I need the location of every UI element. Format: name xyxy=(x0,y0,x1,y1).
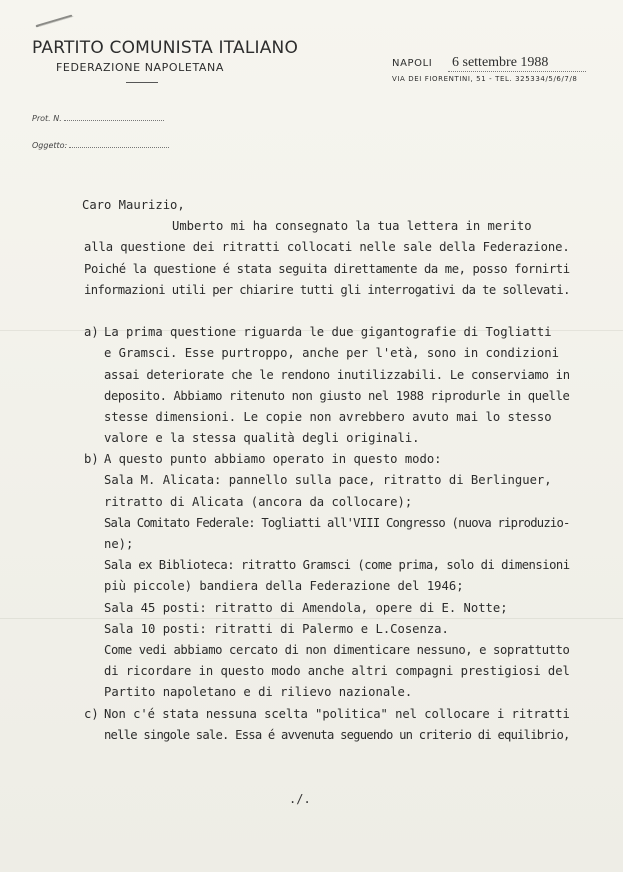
letterhead xyxy=(32,38,298,83)
item-line: Non c'é stata nessuna scelta "politica" nel collocare i ritratti xyxy=(104,706,570,721)
address-line: VIA DEI FIORENTINI, 51 - TEL. 325334/5/6/7/8 xyxy=(392,75,578,83)
item-line: Sala 10 posti: ritratti di Palermo e L.Cosenza. xyxy=(104,621,449,636)
body-line: alla questione dei ritratti collocati nelle sale della Federazione. xyxy=(84,240,570,255)
subject-field xyxy=(32,139,169,150)
letterhead-rule xyxy=(126,82,158,83)
body-line: Umberto mi ha consegnato la tua lettera in merito xyxy=(172,219,532,234)
party-name: PARTITO COMUNISTA ITALIANO xyxy=(32,38,299,58)
item-line: Sala M. Alicata: pannello sulla pace, ritratto di Berlinguer, xyxy=(104,473,552,488)
letter-date: 6 settembre 1988 xyxy=(448,55,586,72)
list-item-c xyxy=(84,704,570,746)
item-line: di ricordare in questo modo anche altri compagni prestigiosi del xyxy=(104,664,570,679)
item-line: valore e la stessa qualità degli originali. xyxy=(104,431,420,446)
list-item-b xyxy=(84,449,570,703)
item-marker: b) xyxy=(84,452,99,467)
protocol-blank xyxy=(64,112,164,121)
item-line: Sala Comitato Federale: Togliatti all'VIII Congresso (nuova riproduzio- xyxy=(104,515,570,530)
place-label: NAPOLI xyxy=(392,58,433,69)
salutation: Caro Maurizio, xyxy=(82,198,185,212)
list-item-a xyxy=(84,322,570,449)
item-line: e Gramsci. Esse purtroppo, anche per l'età, sono in condizioni xyxy=(104,346,559,361)
item-line: Partito napoletano e di rilievo nazionale. xyxy=(104,685,413,700)
subject-label: Oggetto: xyxy=(32,141,68,150)
item-line: nelle singole sale. Essa é avvenuta seguendo un criterio di equilibrio, xyxy=(104,727,570,742)
item-line: Sala 45 posti: ritratto di Amendola, opere di E. Notte; xyxy=(104,600,508,615)
staple-icon xyxy=(35,14,75,28)
letter-body xyxy=(84,195,570,746)
item-line: Sala ex Biblioteca: ritratto Gramsci (come prima, solo di dimensioni xyxy=(104,558,570,573)
item-line: Come vedi abbiamo cercato di non dimenticare nessuno, e soprattutto xyxy=(104,642,570,657)
item-line: assai deteriorate che le rendono inutilizzabili. Le conserviamo in xyxy=(104,367,570,382)
item-line: ne); xyxy=(104,537,134,551)
item-line: stesse dimensioni. Le copie non avrebbero avuto mai lo stesso xyxy=(104,409,552,424)
body-line: informazioni utili per chiarire tutti gli interrogativi da te sollevati. xyxy=(84,282,570,297)
page-continuation-mark: ./. xyxy=(289,792,311,806)
subject-blank xyxy=(69,139,169,148)
federation-name: FEDERAZIONE NAPOLETANA xyxy=(56,61,225,74)
item-line: più piccole) bandiera della Federazione del 1946; xyxy=(104,579,464,594)
body-line: Poiché la questione é stata seguita direttamente da me, posso fornirti xyxy=(84,261,570,276)
place-date-block xyxy=(392,55,586,83)
item-line: ritratto di Alicata (ancora da collocare); xyxy=(104,494,413,509)
item-marker: c) xyxy=(84,706,99,721)
item-line: deposito. Abbiamo ritenuto non giusto nel 1988 riprodurle in quelle xyxy=(104,388,570,403)
item-line: A questo punto abbiamo operato in questo modo: xyxy=(104,452,442,467)
item-line: La prima questione riguarda le due gigantografie di Togliatti xyxy=(104,325,552,340)
protocol-label: Prot. N. xyxy=(32,114,62,123)
protocol-field xyxy=(32,112,164,123)
item-marker: a) xyxy=(84,325,99,340)
